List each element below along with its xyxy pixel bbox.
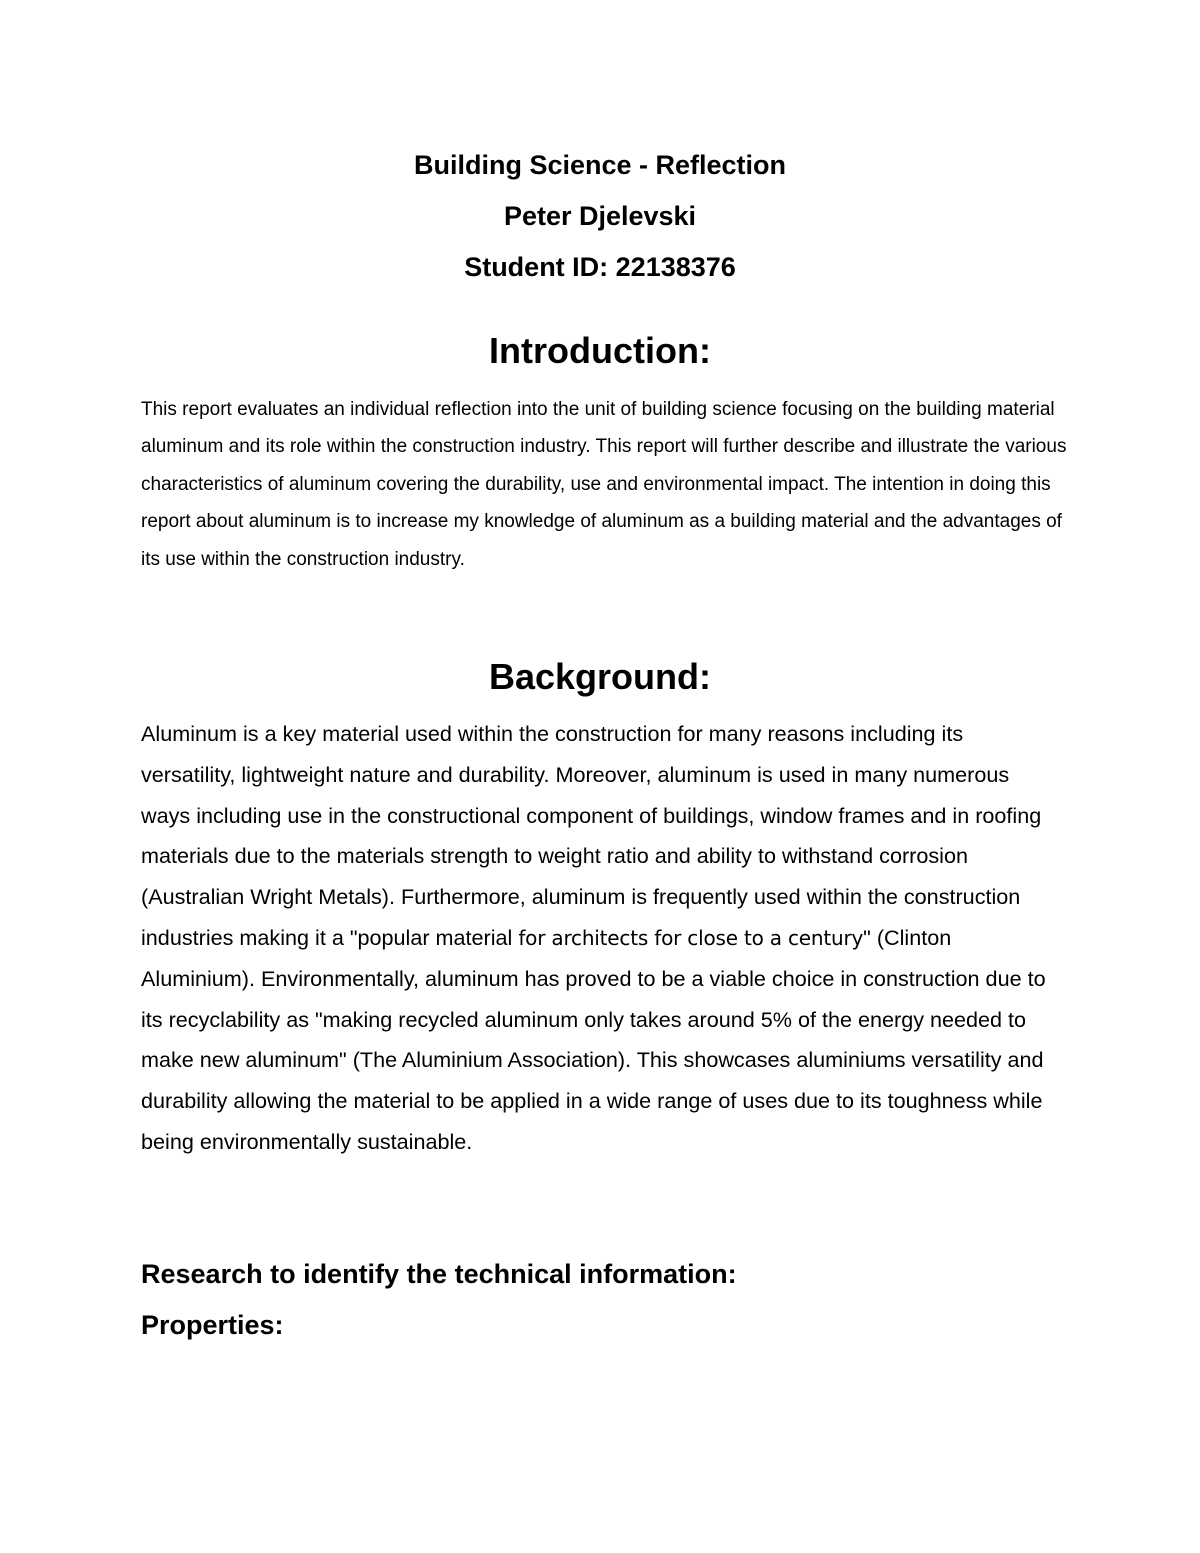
introduction-heading: Introduction: — [489, 330, 711, 371]
background-text-part2: " (Clinton Aluminium). Environmentally, aluminum has proved to be a viable choice in construction due to its recyclability as "making recycled aluminum only takes around 5% of the energy needed to make new aluminum" (The Aluminium Association). This showcases aluminiums versatility and durability allowing the material to be applied in a wide range of uses due to its toughness while being environmentally sustainable. — [141, 924, 1046, 1154]
background-text-part1: Aluminum is a key material used within the construction for many reasons including its versatility, lightweight nature and durability. Moreover, aluminum is used in many numerous ways including use in the constructional component of buildings, window frames and in roofing materials due to the materials strength to weight ratio and ability to withstand corrosion (Australian Wright Metals). Furthermore, aluminum is frequently used within the construction industries making it a "popular material — [141, 721, 1042, 950]
background-paragraph — [141, 714, 1061, 1163]
title-block — [0, 140, 1200, 293]
introduction-paragraph: This report evaluates an individual reflection into the unit of building science focusing on the building material aluminum and its role within the construction industry. This report will further describe and illustrate the various characteristics of aluminum covering the durability, use and environmental impact. The intention in doing this report about aluminum is to increase my knowledge of aluminum as a building material and the advantages of its use within the construction industry. — [141, 399, 1067, 570]
properties-heading: Properties: — [141, 1310, 284, 1340]
background-quote-emphasis: for architects for close to a century — [518, 925, 864, 950]
student-id: Student ID: 22138376 — [464, 252, 736, 282]
document-title: Building Science - Reflection — [413, 150, 787, 180]
background-heading: Background: — [488, 656, 711, 697]
research-heading: Research to identify the technical information: — [141, 1259, 737, 1289]
author-name: Peter Djelevski — [503, 201, 697, 231]
